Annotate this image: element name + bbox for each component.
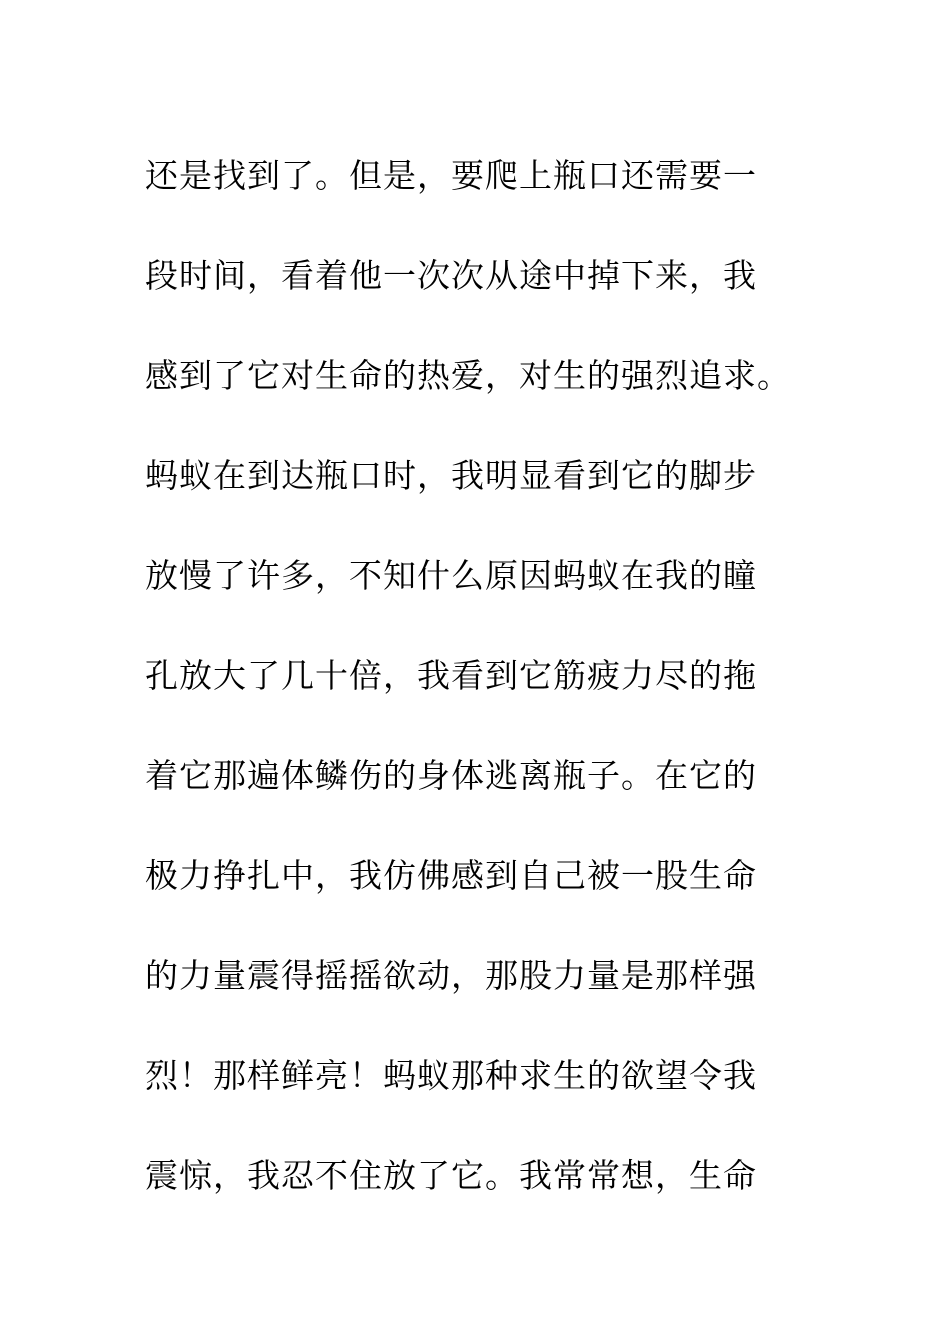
text-line: 烈！那样鲜亮！蚂蚁那种求生的欲望令我: [145, 1056, 757, 1095]
text-line: 段时间，看着他一次次从途中掉下来，我: [145, 256, 757, 295]
text-line: 蚂蚁在到达瓶口时，我明显看到它的脚步: [145, 456, 757, 495]
text-line: 极力挣扎中，我仿佛感到自己被一股生命: [145, 856, 757, 895]
text-line: 着它那遍体鳞伤的身体逃离瓶子。在它的: [145, 756, 757, 795]
text-line: 放慢了许多，不知什么原因蚂蚁在我的瞳: [145, 556, 757, 595]
text-line: 还是找到了。但是，要爬上瓶口还需要一: [145, 156, 757, 195]
text-line: 感到了它对生命的热爱，对生的强烈追求。: [145, 356, 791, 395]
body-text: [145, 126, 845, 1226]
text-line: 孔放大了几十倍，我看到它筋疲力尽的拖: [145, 656, 757, 695]
text-line: 的力量震得摇摇欲动，那股力量是那样强: [145, 956, 757, 995]
text-line: 震惊，我忍不住放了它。我常常想，生命: [145, 1156, 757, 1195]
